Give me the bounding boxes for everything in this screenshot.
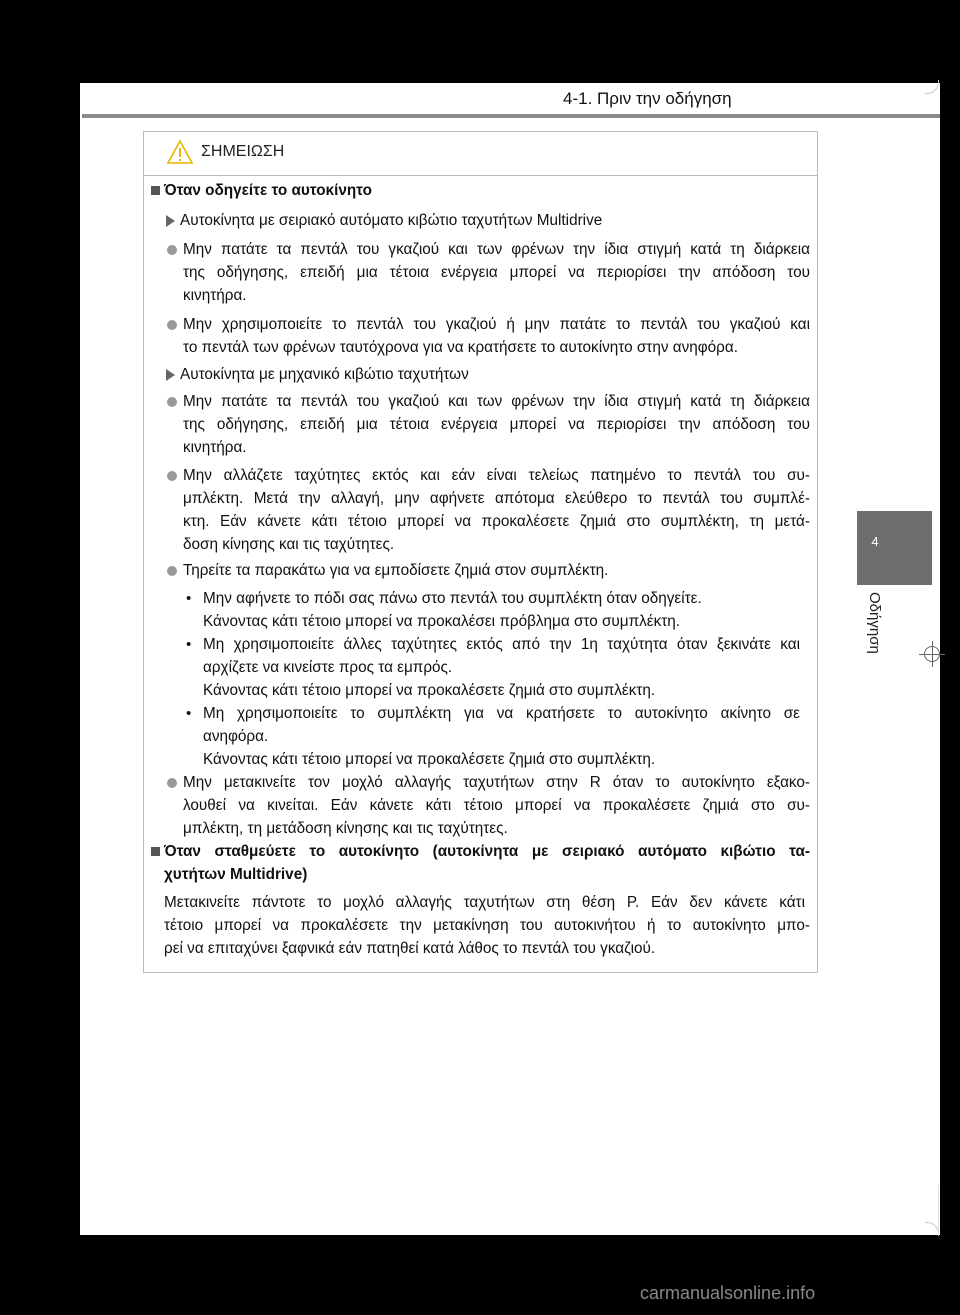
- chapter-number: 4: [871, 534, 879, 549]
- section-title: Όταν σταθμεύετε το αυτοκίνητο (αυτοκίνητα με σειριακό αυτόματο κιβώτιο τα-: [164, 843, 810, 860]
- chapter-label: Οδήγηση: [866, 592, 883, 654]
- circle-bullet-icon: [167, 245, 177, 255]
- list-item-line: Κάνοντας κάτι τέτοιο μπορεί να προκαλέσετε ζημιά στο συμπλέκτη.: [203, 682, 656, 699]
- list-bullet: •: [186, 705, 192, 722]
- list-item-line: αρχίζετε να κινείστε προς τα εμπρός.: [203, 659, 453, 676]
- paragraph-line: δοση κίνησης και τις ταχύτητες.: [183, 536, 395, 553]
- crop-line: [938, 1185, 939, 1235]
- paragraph-line: της οδήγησης, επειδή μια τέτοια ενέργεια μπορεί να περιορίσει την απόδοση του: [183, 416, 810, 433]
- registration-mark: [924, 646, 940, 662]
- notice-header: [144, 132, 817, 176]
- circle-bullet-icon: [167, 778, 177, 788]
- circle-bullet-icon: [167, 471, 177, 481]
- paragraph-line: μπλέκτη, τη μετάδοση κίνησης και τις ταχύτητες.: [183, 820, 508, 837]
- section-square-icon: [151, 847, 160, 856]
- paragraph-line: λουθεί να κινείται. Εάν κάνετε κάτι τέτοιο μπορεί να προκαλέσετε ζημιά στο συ-: [183, 797, 810, 814]
- section-square-icon: [151, 186, 160, 195]
- paragraph-line: κινητήρα.: [183, 439, 247, 456]
- section-title: Όταν οδηγείτε το αυτοκίνητο: [164, 182, 372, 199]
- section-header: 4-1. Πριν την οδήγηση: [563, 89, 732, 108]
- header-rule: [82, 114, 940, 118]
- paragraph-line: μπλέκτη. Μετά την αλλαγή, μην αφήνετε απότομα ελεύθερο το πεντάλ του συμπλέ-: [183, 490, 810, 507]
- paragraph-line: τέτοιο μπορεί να προκαλέσετε την μετακίνηση του αυτοκινήτου ή το αυτοκίνητο μπο-: [164, 917, 810, 934]
- list-item-line: Μη χρησιμοποιείτε άλλες ταχύτητες εκτός από την 1η ταχύτητα όταν ξεκινάτε και: [203, 636, 800, 653]
- circle-bullet-icon: [167, 397, 177, 407]
- paragraph-line: ρεί να επιταχύνει ξαφνικά εάν πατηθεί κατά λάθος το πεντάλ του γκαζιού.: [164, 940, 656, 957]
- subheading: Αυτοκίνητα με σειριακό αυτόματο κιβώτιο ταχυτήτων Multidrive: [180, 212, 603, 229]
- triangle-bullet-icon: [166, 369, 175, 381]
- warning-triangle-icon: [166, 139, 194, 165]
- list-item-line: ανηφόρα.: [203, 728, 269, 745]
- paragraph-line: Μην αλλάζετε ταχύτητες εκτός και εάν είναι τελείως πατημένο το πεντάλ του συ-: [183, 467, 810, 484]
- paragraph-line: Μην πατάτε τα πεντάλ του γκαζιού και των φρένων την ίδια στιγμή κατά τη διάρκεια: [183, 241, 810, 258]
- list-item-line: Κάνοντας κάτι τέτοιο μπορεί να προκαλέσετε ζημιά στο συμπλέκτη.: [203, 751, 656, 768]
- paragraph-line: το πεντάλ των φρένων ταυτόχρονα για να κρατήσετε το αυτοκίνητο στην ανηφόρα.: [183, 339, 738, 356]
- list-item-line: Μην αφήνετε το πόδι σας πάνω στο πεντάλ του συμπλέκτη όταν οδηγείτε.: [203, 590, 702, 607]
- notice-title: ΣΗΜΕΙΩΣΗ: [201, 143, 285, 160]
- list-bullet: •: [186, 636, 192, 653]
- list-item-line: Κάνοντας κάτι τέτοιο μπορεί να προκαλέσει πρόβλημα στο συμπλέκτη.: [203, 613, 681, 630]
- circle-bullet-icon: [167, 566, 177, 576]
- subheading: Αυτοκίνητα με μηχανικό κιβώτιο ταχυτήτων: [180, 366, 469, 383]
- paragraph-line: Μην χρησιμοποιείτε το πεντάλ του γκαζιού ή μην πατάτε το πεντάλ του γκαζιού και: [183, 316, 810, 333]
- section-title: χυτήτων Multidrive): [164, 866, 308, 883]
- paragraph-line: Μην μετακινείτε τον μοχλό αλλαγής ταχυτήτων στην R όταν το αυτοκίνητο εξακο-: [183, 774, 810, 791]
- paragraph-line: Μην πατάτε τα πεντάλ του γκαζιού και των φρένων την ίδια στιγμή κατά τη διάρκεια: [183, 393, 810, 410]
- paragraph-line: της οδήγησης, επειδή μια τέτοια ενέργεια μπορεί να περιορίσει την απόδοση του: [183, 264, 810, 281]
- paragraph-line: Μετακινείτε πάντοτε το μοχλό αλλαγής ταχυτήτων στη θέση P. Εάν δεν κάνετε κάτι: [164, 894, 805, 911]
- list-item-line: Μη χρησιμοποιείτε το συμπλέκτη για να κρατήσετε το αυτοκίνητο ακίνητο σε: [203, 705, 800, 722]
- paragraph-line: κινητήρα.: [183, 287, 247, 304]
- triangle-bullet-icon: [166, 215, 175, 227]
- paragraph-line: Τηρείτε τα παρακάτω για να εμποδίσετε ζημιά στον συμπλέκτη.: [183, 562, 609, 579]
- paragraph-line: κτη. Εάν κάνετε κάτι τέτοιο μπορεί να προκαλέσετε ζημιά στο συμπλέκτη, τη μετά-: [183, 513, 810, 530]
- watermark: carmanualsonline.info: [640, 1283, 816, 1303]
- circle-bullet-icon: [167, 320, 177, 330]
- list-bullet: •: [186, 590, 192, 607]
